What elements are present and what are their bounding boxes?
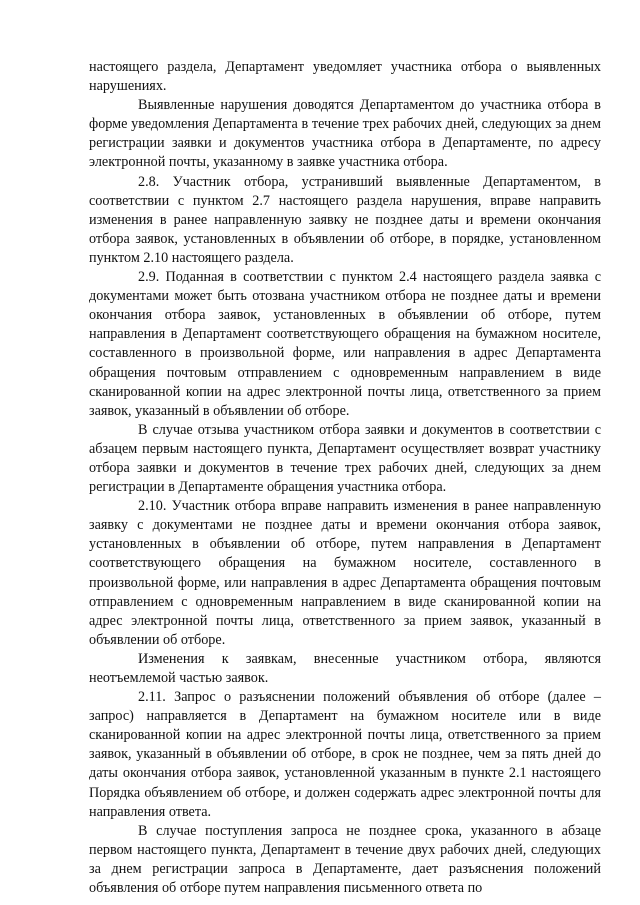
- paragraph-clarification-response: В случае поступления запроса не позднее срока, указанного в абзаце первом настоящего пункта, Департамент в течение двух рабочих дней, следующих за днем регистрации запроса в Департаменте, дает разъяснения положений объявления об отборе путем направления письменного ответа по: [89, 822, 601, 897]
- paragraph-2-11: 2.11. Запрос о разъяснении положений объявления об отборе (далее – запрос) направляется в Департамент на бумажном носителе или в виде сканированной копии на адрес электронной почты лица, ответственного за прием заявок, указанный в объявлении об отборе, в срок не позднее, чем за пять дней до даты окончания отбора заявок, установленной указанным в пункте 2.1 настоящего Порядка объявлением об отборе, и должен содержать адрес электронной почты для направления ответа.: [89, 689, 601, 820]
- paragraph-changes-integral: Изменения к заявкам, внесенные участником отбора, являются неотъемлемой частью заявок.: [89, 650, 601, 686]
- paragraph-violations-notice: Выявленные нарушения доводятся Департаментом до участника отбора в форме уведомления Департамента в течение трех рабочих дней, следующих за днем регистрации заявки и документов участника отбора в Департаменте, по адресу электронной почты, указанному в заявке участника отбора.: [89, 97, 601, 171]
- paragraph-2-9: 2.9. Поданная в соответствии с пунктом 2.4 настоящего раздела заявка с документами может быть отозвана участником отбора не позднее даты и времени окончания отбора заявок, установленных в объявлении об отборе, путем направления в Департамент соответствующего обращения на бумажном носителе, составленного в произвольной форме, или направления в адрес Департамента обращения почтовым отправлением с одновременным направлением в виде сканированной копии на адрес электронной почты лица, ответственного за прием заявок, указанный в объявлении об отборе.: [89, 269, 601, 419]
- paragraph-withdrawal-return: В случае отзыва участником отбора заявки и документов в соответствии с абзацем первым настоящего пункта, Департамент осуществляет возврат участнику отбора заявки и документов в течение трех рабочих дней, следующих за днем регистрации в Департаменте обращения участника отбора.: [89, 421, 601, 496]
- paragraph-continuation: настоящего раздела, Департамент уведомляет участника отбора о выявленных нарушениях.: [89, 59, 601, 95]
- paragraph-2-8: 2.8. Участник отбора, устранивший выявленные Департаментом, в соответствии с пунктом 2.7 настоящего раздела нарушения, вправе направить изменения в ранее направленную заявку не позднее даты и времени окончания отбора заявок, установленных в объявлении об отборе, в порядке, установленном пунктом 2.10 настоящего раздела.: [89, 173, 601, 266]
- paragraph-2-10: 2.10. Участник отбора вправе направить изменения в ранее направленную заявку с документами не позднее даты и времени окончания отбора заявок, установленных в объявлении об отборе, путем направления в Департамент соответствующего обращения на бумажном носителе, составленного в произвольной форме, или направления в адрес Департамента обращения почтовым отправлением с одновременным направлением в виде сканированной копии на адрес электронной почты лица, ответственного за прием заявок, указанный в объявлении об отборе.: [89, 498, 601, 648]
- document-body: [89, 58, 601, 898]
